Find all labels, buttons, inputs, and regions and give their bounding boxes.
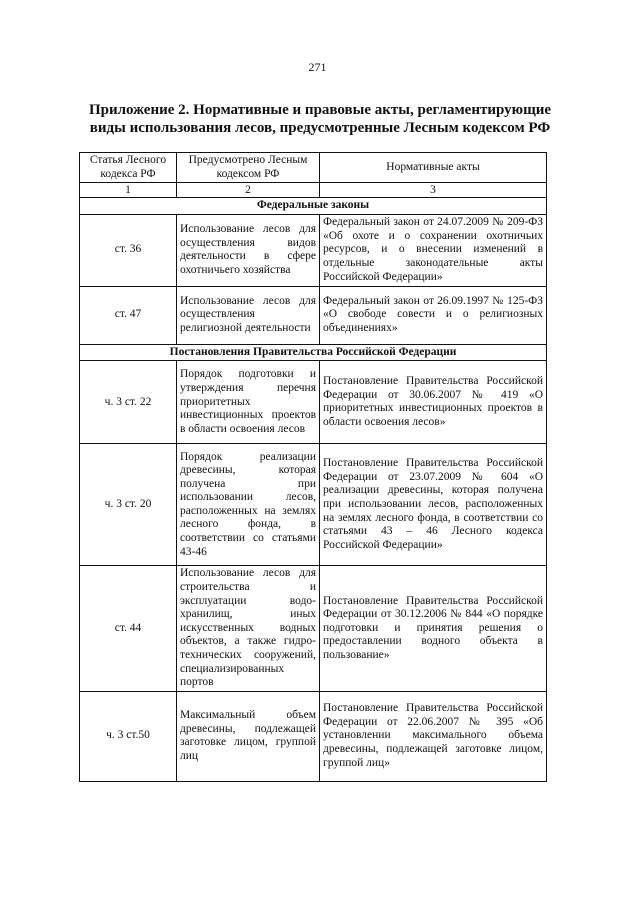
section-title: Федеральные законы bbox=[80, 198, 547, 215]
section-title: Постановления Правительства Российской Федерации bbox=[80, 344, 547, 361]
page-number: 271 bbox=[308, 60, 327, 74]
header-acts: Нормативные акты bbox=[320, 153, 547, 183]
acts-cell: Федеральный закон от 24.07.2009 № 209-ФЗ «Об охоте и о сохранении охотничьих ресурсов, и о внесении изменений в отдельные законодательные акты Российской Федерации» bbox=[320, 214, 547, 286]
provision-cell: Использование лесов для строительства и эксплуатации водо-хранилищ, иных искусственных водных объектов, а также гидро-технических сооружений, специализированных портов bbox=[177, 566, 320, 691]
provision-cell: Использование лесов для осуществления религиозной деятельности bbox=[177, 286, 320, 344]
table-row bbox=[80, 691, 547, 781]
column-number: 3 bbox=[320, 183, 547, 198]
provision-cell: Максимальный объем древесины, подлежащей заготовке лицом, группой лиц bbox=[177, 691, 320, 781]
title-line-2: виды использования лесов, предусмотренные Лесным кодексом РФ bbox=[89, 120, 551, 136]
article-cell: ст. 44 bbox=[80, 566, 177, 691]
header-article: Статья Лесного кодекса РФ bbox=[80, 153, 177, 183]
table-row bbox=[80, 444, 547, 566]
column-number-row bbox=[80, 183, 547, 198]
article-cell: ч. 3 ст. 20 bbox=[80, 444, 177, 566]
title-line-1: Приложение 2. Нормативные и правовые акты, регламентирующие bbox=[88, 102, 552, 118]
header-provision: Предусмотрено Лесным кодексом РФ bbox=[177, 153, 320, 183]
table-header-row bbox=[80, 153, 547, 183]
article-cell: ч. 3 ст.50 bbox=[80, 691, 177, 781]
provision-cell: Использование лесов для осуществления видов деятельности в сфере охотничьего хозяйства bbox=[177, 214, 320, 286]
document-title bbox=[60, 101, 580, 137]
table-row bbox=[80, 361, 547, 444]
column-number: 1 bbox=[80, 183, 177, 198]
acts-cell: Постановление Правительства Российской Федерации от 30.06.2007 № 419 «О приоритетных инвестиционных проектов в области освоения лесов» bbox=[320, 361, 547, 444]
acts-cell: Постановление Правительства Российской Федерации от 30.12.2006 № 844 «О порядке подготовки и принятия решения о предоставлении водного объекта в пользование» bbox=[320, 566, 547, 691]
section-header-government-decrees bbox=[80, 344, 547, 361]
section-header-federal-laws bbox=[80, 198, 547, 215]
table-row bbox=[80, 214, 547, 286]
provision-cell: Порядок подготовки и утверждения перечня приоритетных инвестиционных проектов в области освоения лесов bbox=[177, 361, 320, 444]
article-cell: ч. 3 ст. 22 bbox=[80, 361, 177, 444]
normative-acts-table bbox=[79, 152, 547, 782]
acts-cell: Постановление Правительства Российской Федерации от 22.06.2007 № 395 «Об установлении максимального объема древесины, подлежащей заготовке лицом, группой лиц» bbox=[320, 691, 547, 781]
table-row bbox=[80, 286, 547, 344]
table-row bbox=[80, 566, 547, 691]
article-cell: ст. 47 bbox=[80, 286, 177, 344]
acts-cell: Федеральный закон от 26.09.1997 № 125-ФЗ «О свободе совести и о религиозных объединениях» bbox=[320, 286, 547, 344]
acts-cell: Постановление Правительства Российской Федерации от 23.07.2009 № 604 «О реализации древесины, которая получена при использовании лесов, расположенных на землях лесного фонда, в соответствии со статьями 43 – 46 Лесного кодекса Российской Федерации» bbox=[320, 444, 547, 566]
article-cell: ст. 36 bbox=[80, 214, 177, 286]
column-number: 2 bbox=[177, 183, 320, 198]
provision-cell: Порядок реализации древесины, которая получена при использовании лесов, расположенных на землях лесного фонда, в соответствии со статьями 43-46 bbox=[177, 444, 320, 566]
